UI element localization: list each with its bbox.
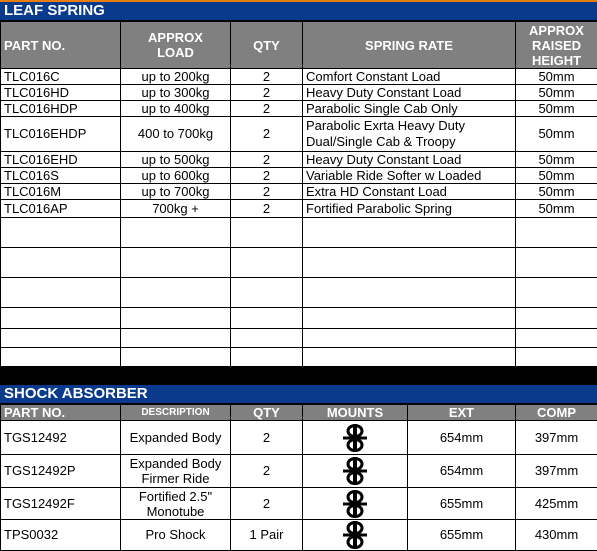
leaf-part-no: TLC016EHDP — [1, 117, 121, 152]
leaf-header-approx-load-line1: APPROX — [121, 30, 230, 45]
leaf-header-row — [1, 22, 597, 69]
shock-description — [121, 488, 231, 520]
leaf-spring-rate-line1: Parabolic Exrta Heavy Duty — [306, 118, 515, 134]
shock-description-line1: Expanded Body — [121, 456, 230, 471]
leaf-spring-rate: Variable Ride Softer w Loaded — [303, 168, 516, 184]
table-row — [1, 117, 597, 152]
leaf-raised-height: 50mm — [516, 184, 597, 200]
shock-header-row — [1, 405, 597, 421]
empty-cell — [121, 308, 231, 329]
shock-header-comp: COMP — [516, 405, 597, 421]
leaf-raised-height: 50mm — [516, 85, 597, 101]
shock-header-qty: QTY — [231, 405, 303, 421]
leaf-load: up to 500kg — [121, 152, 231, 168]
empty-cell — [516, 308, 597, 329]
leaf-load: 400 to 700kg — [121, 117, 231, 152]
empty-cell — [303, 348, 516, 367]
leaf-raised-height: 50mm — [516, 200, 597, 218]
leaf-qty: 2 — [231, 200, 303, 218]
leaf-spring-rate: Heavy Duty Constant Load — [303, 85, 516, 101]
empty-cell — [1, 278, 121, 308]
shock-part-no: TGS12492F — [1, 488, 121, 520]
leaf-spring-rate-line2: Dual/Single Cab & Troopy — [306, 134, 515, 150]
leaf-spring-rate: Fortified Parabolic Spring — [303, 200, 516, 218]
leaf-raised-height: 50mm — [516, 101, 597, 117]
empty-cell — [1, 348, 121, 367]
table-row — [1, 184, 597, 200]
shock-description-line2: Firmer Ride — [121, 471, 230, 486]
shock-part-no: TGS12492P — [1, 455, 121, 488]
shock-description-line2: Monotube — [121, 504, 230, 519]
leaf-raised-height: 50mm — [516, 117, 597, 152]
empty-cell — [303, 329, 516, 348]
empty-cell — [1, 218, 121, 248]
table-row — [1, 152, 597, 168]
leaf-header-qty: QTY — [231, 22, 303, 69]
empty-cell — [231, 248, 303, 278]
shock-header-mounts: MOUNTS — [303, 405, 408, 421]
leaf-spring-title: LEAF SPRING — [0, 0, 597, 21]
table-row — [1, 455, 597, 488]
empty-cell — [121, 348, 231, 367]
leaf-header-approx-load-line2: LOAD — [121, 45, 230, 60]
empty-row — [1, 329, 597, 348]
empty-row — [1, 308, 597, 329]
leaf-qty: 2 — [231, 152, 303, 168]
table-row — [1, 85, 597, 101]
table-row — [1, 200, 597, 218]
leaf-part-no: TLC016M — [1, 184, 121, 200]
leaf-load: up to 700kg — [121, 184, 231, 200]
leaf-load: up to 200kg — [121, 69, 231, 85]
leaf-header-spring-rate: SPRING RATE — [303, 22, 516, 69]
leaf-spring-rate: Comfort Constant Load — [303, 69, 516, 85]
leaf-spring-rate: Extra HD Constant Load — [303, 184, 516, 200]
shock-comp: 430mm — [516, 520, 597, 551]
shock-mounts — [303, 488, 408, 520]
leaf-qty: 2 — [231, 69, 303, 85]
leaf-part-no: TLC016S — [1, 168, 121, 184]
leaf-part-no: TLC016AP — [1, 200, 121, 218]
shock-comp: 397mm — [516, 421, 597, 455]
table-row — [1, 520, 597, 551]
shock-header-description: DESCRIPTION — [121, 405, 231, 421]
shock-comp: 397mm — [516, 455, 597, 488]
empty-row — [1, 278, 597, 308]
empty-cell — [516, 329, 597, 348]
empty-cell — [516, 278, 597, 308]
leaf-part-no: TLC016HD — [1, 85, 121, 101]
shock-description: Expanded Body — [121, 421, 231, 455]
shock-ext: 654mm — [408, 421, 516, 455]
empty-cell — [516, 348, 597, 367]
shock-header-ext: EXT — [408, 405, 516, 421]
leaf-load: up to 400kg — [121, 101, 231, 117]
eye-to-eye-mount-icon — [341, 456, 369, 486]
shock-absorber-table — [0, 404, 597, 551]
leaf-raised-height: 50mm — [516, 168, 597, 184]
empty-cell — [121, 278, 231, 308]
leaf-header-raised-line1: APPROX — [516, 23, 597, 38]
table-row — [1, 488, 597, 520]
table-row — [1, 69, 597, 85]
leaf-load: up to 300kg — [121, 85, 231, 101]
shock-ext: 655mm — [408, 520, 516, 551]
leaf-spring-table — [0, 21, 597, 367]
leaf-spring-rate: Heavy Duty Constant Load — [303, 152, 516, 168]
leaf-qty: 2 — [231, 101, 303, 117]
leaf-load: up to 600kg — [121, 168, 231, 184]
empty-cell — [231, 218, 303, 248]
empty-cell — [303, 248, 516, 278]
shock-qty: 2 — [231, 455, 303, 488]
empty-cell — [231, 278, 303, 308]
eye-to-eye-mount-icon — [341, 423, 369, 453]
leaf-header-part-no: PART NO. — [1, 22, 121, 69]
leaf-qty: 2 — [231, 85, 303, 101]
table-row — [1, 101, 597, 117]
leaf-load: 700kg + — [121, 200, 231, 218]
shock-description — [121, 455, 231, 488]
empty-cell — [303, 218, 516, 248]
shock-description-line1: Fortified 2.5" — [121, 489, 230, 504]
leaf-raised-height: 50mm — [516, 152, 597, 168]
shock-part-no: TGS12492 — [1, 421, 121, 455]
shock-absorber-title: SHOCK ABSORBER — [0, 385, 597, 404]
shock-header-part-no: PART NO. — [1, 405, 121, 421]
empty-cell — [303, 278, 516, 308]
leaf-header-raised-height — [516, 22, 597, 69]
empty-cell — [1, 329, 121, 348]
shock-ext: 654mm — [408, 455, 516, 488]
shock-qty: 2 — [231, 488, 303, 520]
empty-cell — [1, 248, 121, 278]
leaf-part-no: TLC016C — [1, 69, 121, 85]
leaf-header-raised-line3: HEIGHT — [516, 53, 597, 68]
leaf-qty: 2 — [231, 184, 303, 200]
shock-description: Pro Shock — [121, 520, 231, 551]
empty-row — [1, 248, 597, 278]
eye-to-eye-mount-icon — [341, 489, 369, 519]
empty-cell — [1, 308, 121, 329]
leaf-qty: 2 — [231, 117, 303, 152]
empty-cell — [303, 308, 516, 329]
leaf-part-no: TLC016HDP — [1, 101, 121, 117]
shock-qty: 2 — [231, 421, 303, 455]
shock-qty: 1 Pair — [231, 520, 303, 551]
leaf-qty: 2 — [231, 168, 303, 184]
empty-cell — [516, 248, 597, 278]
empty-cell — [231, 348, 303, 367]
empty-cell — [121, 248, 231, 278]
leaf-header-approx-load — [121, 22, 231, 69]
shock-mounts — [303, 421, 408, 455]
shock-part-no: TPS0032 — [1, 520, 121, 551]
empty-cell — [121, 218, 231, 248]
empty-row — [1, 348, 597, 367]
shock-mounts — [303, 520, 408, 551]
shock-comp: 425mm — [516, 488, 597, 520]
table-row — [1, 421, 597, 455]
empty-row — [1, 218, 597, 248]
empty-cell — [231, 329, 303, 348]
eye-to-eye-mount-icon — [341, 520, 369, 550]
leaf-part-no: TLC016EHD — [1, 152, 121, 168]
empty-cell — [231, 308, 303, 329]
leaf-header-raised-line2: RAISED — [516, 38, 597, 53]
empty-cell — [121, 329, 231, 348]
leaf-spring-rate — [303, 117, 516, 152]
shock-mounts — [303, 455, 408, 488]
table-row — [1, 168, 597, 184]
leaf-spring-rate: Parabolic Single Cab Only — [303, 101, 516, 117]
leaf-raised-height: 50mm — [516, 69, 597, 85]
empty-cell — [516, 218, 597, 248]
shock-ext: 655mm — [408, 488, 516, 520]
